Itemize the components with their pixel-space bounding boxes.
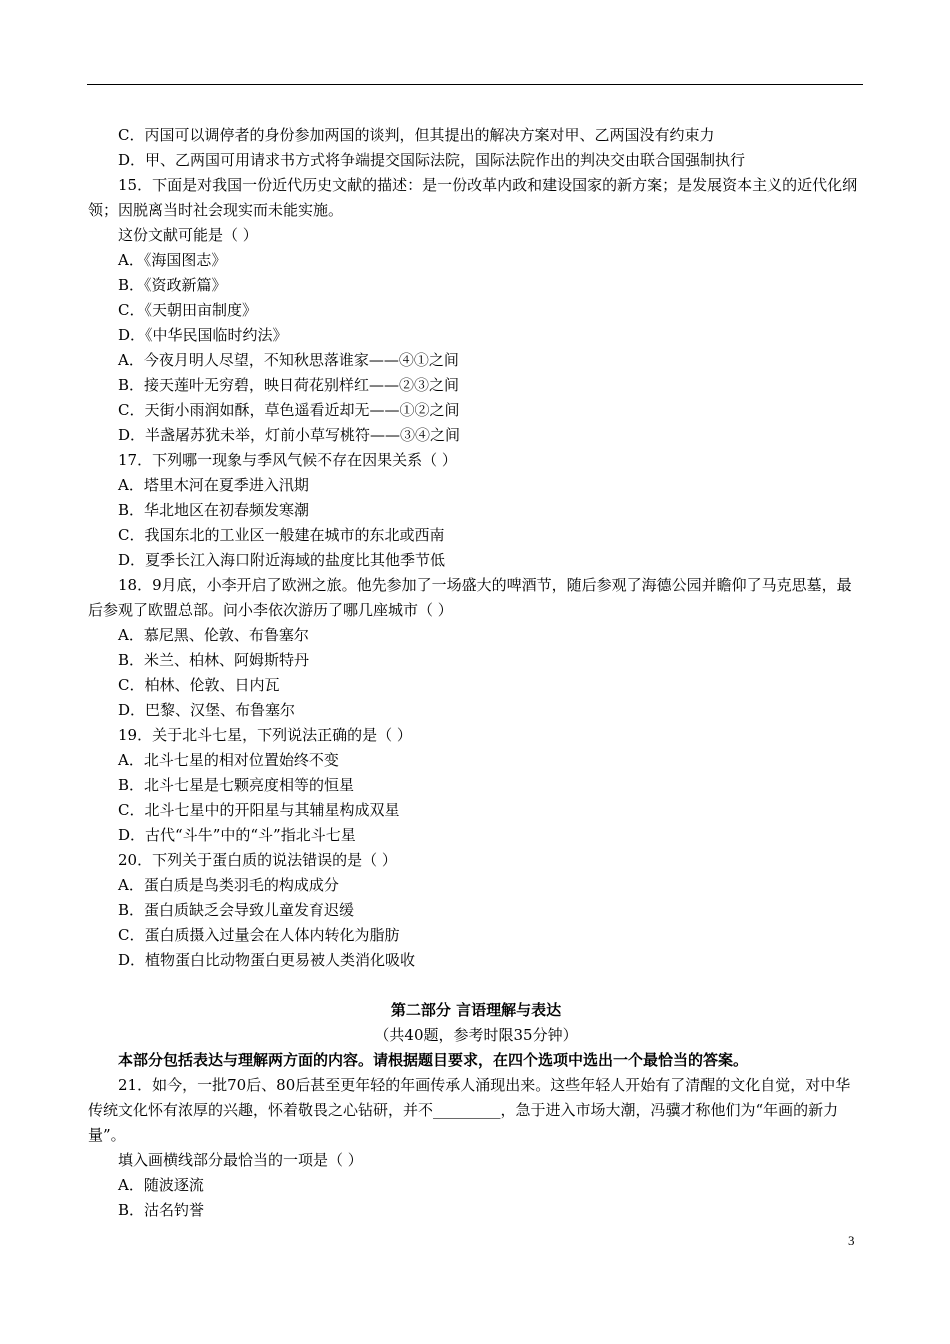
text-line: 这份文献可能是（ ） (118, 226, 258, 244)
text-line: 19．关于北斗七星，下列说法正确的是（ ） (118, 726, 412, 744)
text-line: D．巴黎、汉堡、布鲁塞尔 (118, 701, 296, 719)
text-line: A．北斗七星的相对位置始终不变 (118, 751, 339, 769)
text-line: D．古代“斗牛”中的“斗”指北斗七星 (118, 826, 356, 844)
text-line: A．慕尼黑、伦敦、布鲁塞尔 (118, 626, 309, 644)
text-line: B．华北地区在初春频发寒潮 (118, 501, 310, 519)
text-line: B．米兰、柏林、阿姆斯特丹 (118, 651, 310, 669)
text-line: A．随波逐流 (118, 1176, 204, 1194)
text-line: B．沽名钓誉 (118, 1201, 205, 1219)
text-line: A．塔里木河在夏季进入汛期 (118, 476, 309, 494)
text-line: D．《中华民国临时约法》 (118, 326, 288, 344)
text-line: （共40题，参考时限35分钟） (374, 1026, 578, 1044)
text-line: C．蛋白质摄入过量会在人体内转化为脂肪 (118, 926, 400, 944)
text-line: B．《资政新篇》 (118, 276, 227, 294)
text-line: 本部分包括表达与理解两方面的内容。请根据题目要求，在四个选项中选出一个最恰当的答案。 (118, 1051, 749, 1069)
spacer (88, 973, 864, 998)
text-line: B．接天莲叶无穷碧，映日荷花别样红——②③之间 (118, 376, 460, 394)
text-line: 20．下列关于蛋白质的说法错误的是（ ） (118, 851, 397, 869)
text-line: B．北斗七星是七颗亮度相等的恒星 (118, 776, 355, 794)
text-line: B．蛋白质缺乏会导致儿童发育迟缓 (118, 901, 355, 919)
page-number: 3 (848, 1233, 855, 1248)
text-line: C．丙国可以调停者的身份参加两国的谈判，但其提出的解决方案对甲、乙两国没有约束力 (118, 126, 715, 144)
text-line: C．柏林、伦敦、日内瓦 (118, 676, 280, 694)
document-body (88, 123, 864, 1223)
text-line: A．蛋白质是鸟类羽毛的构成成分 (118, 876, 339, 894)
text-line: D．半盏屠苏犹未举，灯前小草写桃符——③④之间 (118, 426, 461, 444)
text-line: D．甲、乙两国可用请求书方式将争端提交国际法院，国际法院作出的判决交由联合国强制执行 (118, 151, 746, 169)
text-line: C．我国东北的工业区一般建在城市的东北或西南 (118, 526, 445, 544)
text-line: D．植物蛋白比动物蛋白更易被人类消化吸收 (118, 951, 416, 969)
text-line: 第二部分 言语理解与表达 (390, 1001, 562, 1019)
text-line: C．《天朝田亩制度》 (118, 301, 257, 319)
text-line: C．天街小雨润如酥，草色遥看近却无——①②之间 (118, 401, 460, 419)
text-line: 15．下面是对我国一份近代历史文献的描述：是一份改革内政和建设国家的新方案；是发展资本主义的近代化纲领；因脱离当时社会现实而未能实施。 (88, 176, 858, 219)
text-line: 填入画横线部分最恰当的一项是（ ） (118, 1151, 363, 1169)
text-line: D．夏季长江入海口附近海域的盐度比其他季节低 (118, 551, 446, 569)
text-line: 18．9月底，小李开启了欧洲之旅。他先参加了一场盛大的啤酒节，随后参观了海德公园并瞻仰了马克思墓，最后参观了欧盟总部。问小李依次游历了哪几座城市（ ） (88, 576, 852, 619)
text-line: 17．下列哪一现象与季风气候不存在因果关系（ ） (118, 451, 457, 469)
text-line: A．《海国图志》 (118, 251, 227, 269)
text-line: 21．如今，一批70后、80后甚至更年轻的年画传承人涌现出来。这些年轻人开始有了清醒的文化自觉，对中华传统文化怀有浓厚的兴趣，怀着敬畏之心钻研，并不_________，急于进入市场大潮，冯骥才称他们为“年画的新力量”。 (88, 1076, 851, 1144)
text-line: A．今夜月明人尽望，不知秋思落谁家——④①之间 (118, 351, 459, 369)
header-rule (87, 84, 863, 85)
text-line: C．北斗七星中的开阳星与其辅星构成双星 (118, 801, 400, 819)
